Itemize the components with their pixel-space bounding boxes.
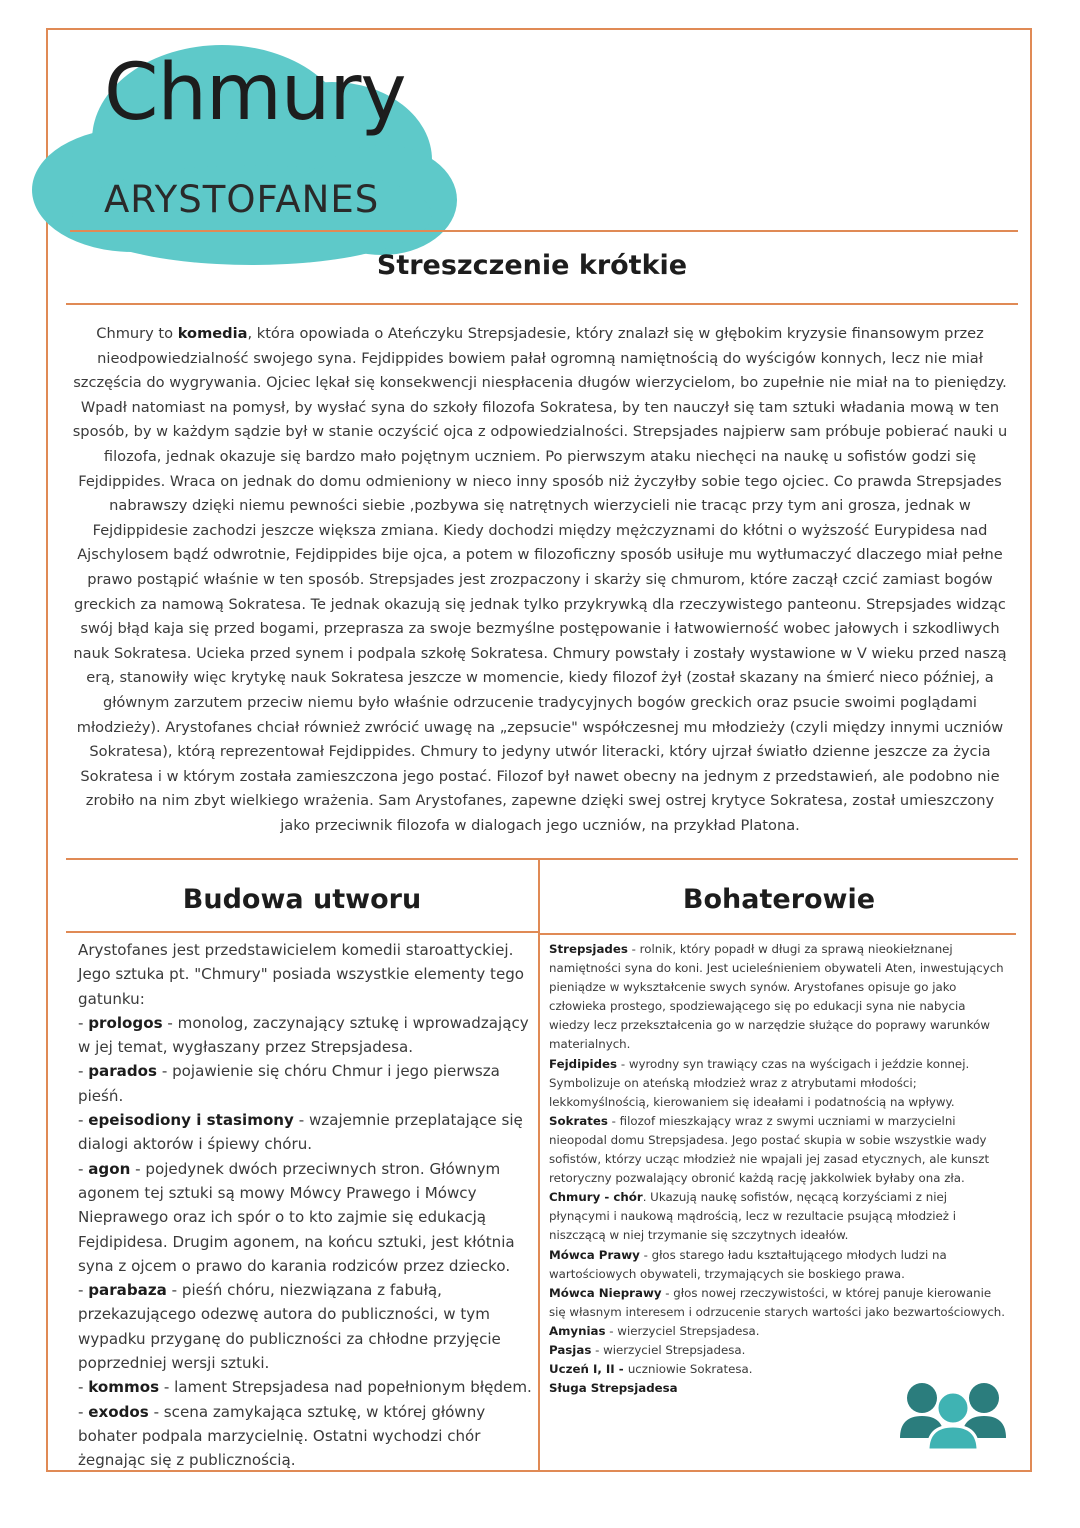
character-item: Mówca Nieprawy - głos nowej rzeczywistości, w której panuje kierowanie się własnym interesem i odrzucenie starych wartości jako bezwartościowych. (549, 1285, 1006, 1319)
column-divider (538, 858, 540, 1470)
summary-heading: Streszczenie krótkie (376, 250, 688, 281)
divider (66, 858, 1018, 860)
budowa-section (78, 938, 532, 1473)
list-item: - exodos - scena zamykająca sztukę, w której główny bohater podpala marzycielnię. Ostatni wychodzi chór żegnając się z publicznością. (78, 1402, 486, 1470)
people-group-icon (898, 1380, 1008, 1452)
list-item: - prologos - monolog, zaczynający sztukę i wprowadzający w jej temat, wygłaszany przez Strepsjadesa. (78, 1013, 529, 1057)
budowa-intro: Arystofanes jest przedstawicielem komedii staroattyckiej. Jego sztuka pt. "Chmury" posiada wszystkie elementy tego gatunku: (78, 941, 525, 1008)
character-item: Chmury - chór. Ukazują naukę sofistów, nęcącą korzyściami z niej płynącymi i naukową mądrością, lecz w rezultacie psującą młodzież i niszczącą w niej trzymanie się szczytnych ideałów. (549, 1190, 956, 1243)
summary-text: Chmury to komedia, która opowiada o Ateńczyku Strepsjadesie, który znalazł się w głębokim kryzysie finansowym przez nieodpowiedzialność swojego syna. Fejdippides bowiem pałał ogromną namiętnością do wyścigów konnych, lecz nie miał szczęścia do wygrywania. Ojciec lękał się konsekwencji niespłacenia długów wierzycielom, bo zupełnie nie miał na to pieniędzy. Wpadł natomiast na pomysł, by wysłać syna do szkoły filozofa Sokratesa, by ten nauczył się tam sztuki władania mową w ten sposób, by w każdym sądzie był w stanie oczyścić ojca z odpowiedzialności. Strepsjades najpierw sam próbuje pobierać nauki u filozofa, jednak okazuje się bardzo mało pojętnym uczniem. Po pierwszym ataku niechęci na naukę u sofistów godzi się Fejdippides. Wraca on jednak do domu odmieniony w nieco inny sposób niż życzyłby sobie tego ojciec. Co prawda Strepsjades nabrawszy dzięki niemu pewności siebie ,pozbywa się natrętnych wierzycieli nie tracąc przy tym ani grosza, jednak w Fejdippidesie zachodzi jeszcze większa zmiana. Kiedy dochodzi między mężczyznami do kłótni o wyższość Eurypidesa nad Ajschylosem bądź odwrotnie, Fejdippides bije ojca, a potem w filozoficzny sposób usiłuje mu wytłumaczyć dlaczego miał pełne prawo postąpić właśnie w ten sposób. Strepsjades jest zrozpaczony i skarży się chmurom, które zaczął czcić zamiast bogów greckich za namową Sokratesa. Te jednak okazują się jednak tylko przykrywką dla rzeczywistego panteonu. Strepsjades widząc swój błąd kaja się przed bogami, przeprasza za swoje bezmyślne postępowanie i łatwowierność wobec jałowych i szkodliwych nauk Sokratesa. Ucieka przed synem i podpala szkołę Sokratesa. Chmury powstały i zostały wystawione w V wieku przed naszą erą, stanowiły więc krytykę nauk Sokratesa jeszcze w momencie, kiedy filozof żył (został skazany na śmierć nieco później, a głównym zarzutem przeciw niemu było właśnie odrzucenie tradycyjnych bogów greckich oraz psucie swoimi poglądami młodzieży). Arystofanes chciał również zwrócić uwagę na „zepsucie" współczesnej mu młodzieży (czyli między innymi uczniów Sokratesa), którą reprezentował Fejdippides. Chmury to jedyny utwór literacki, który ujrzał światło dzienne jeszcze za życia Sokratesa i w którym została zamieszczona jego postać. Filozof był nawet obecny na jednym z przedstawień, ale podobno nie zrobiło na nim zbyt wielkiego wrażenia. Sam Arystofanes, zapewne dzięki swej ostrej krytyce Sokratesa, został umieszczony jako przeciwnik filozofa w dialogach jego uczniów, na przykład Platona. (72, 325, 1008, 834)
character-item: Uczeń I, II - uczniowie Sokratesa. (549, 1362, 753, 1377)
character-item: Sokrates - filozof mieszkający wraz z swymi uczniami w marzycielni nieopodal domu Strepsjadesa. Jego postać skupia w sobie wszystkie wady sofistów, którzy ucząc młodzież nie wpajali jej zasad etycznych, ale kunszt retoryczny pozwalający obronić każdą rację jakkolwiek byłaby ona zła. (549, 1113, 990, 1186)
divider (66, 303, 1018, 305)
character-item: Mówca Prawy - głos starego ładu kształtującego młodych ludzi na wartościowych obywateli, trzymających sie boskiego prawa. (549, 1247, 947, 1281)
document-title: Chmury (104, 48, 406, 138)
character-item: Strepsjades - rolnik, który popadł w długi za sprawą nieokiełznanej namiętności syna do koni. Jest ucieleśnieniem obywateli Aten, inwestujących pieniądze w wykształcenie swych synów. Arystofanes opisuje go jako człowieka prostego, spodziewającego się po edukacji syna nie nabycia wiedzy lecz przekształcenia go w narzędzie służące do poprawy warunków materialnych. (549, 942, 1004, 1052)
divider (540, 933, 1016, 935)
list-item: - kommos - lament Strepsjadesa nad popełnionym błędem. (78, 1378, 532, 1397)
list-item: - agon - pojedynek dwóch przeciwnych stron. Głównym agonem tej sztuki są mowy Mówcy Prawego i Mówcy Nieprawego oraz ich spór o to kto zajmie się edukacją Fejdipidesa. Drugim agonem, na końcu sztuki, jest kłótnia syna z ojcem o prawo do karania rodziców przez dziecko. (78, 1159, 515, 1275)
list-item: - epeisodiony i stasimony - wzajemnie przeplatające się dialogi aktorów i śpiewy chóru. (78, 1111, 523, 1154)
character-item: Sługa Strepsjadesa (549, 1381, 678, 1396)
author-name: ARYSTOFANES (104, 178, 380, 221)
list-item: - parabaza - pieśń chóru, niezwiązana z fabułą, przekazującego odezwę autora do publiczności, w tym wypadku przyganę do publiczności za chłodne przyjęcie poprzedniej wersji sztuki. (78, 1281, 501, 1373)
budowa-heading: Budowa utworu (182, 884, 422, 915)
character-item: Pasjas - wierzyciel Strepsjadesa. (549, 1342, 746, 1357)
bohaterowie-heading: Bohaterowie (682, 884, 876, 915)
character-item: Fejdipides - wyrodny syn trawiący czas na wyścigach i jeździe konnej. Symbolizuje on ateńską młodzież wraz z atrybutami młodości; lekkomyślnością, kierowaniem się ideałami i podatnością na wpływy. (549, 1056, 970, 1109)
divider (70, 230, 1018, 232)
divider (66, 931, 538, 933)
bohaterowie-section (549, 940, 1009, 1398)
character-item: Amynias - wierzyciel Strepsjadesa. (549, 1323, 760, 1338)
list-item: - parados - pojawienie się chóru Chmur i jego pierwsza pieśń. (78, 1062, 500, 1105)
